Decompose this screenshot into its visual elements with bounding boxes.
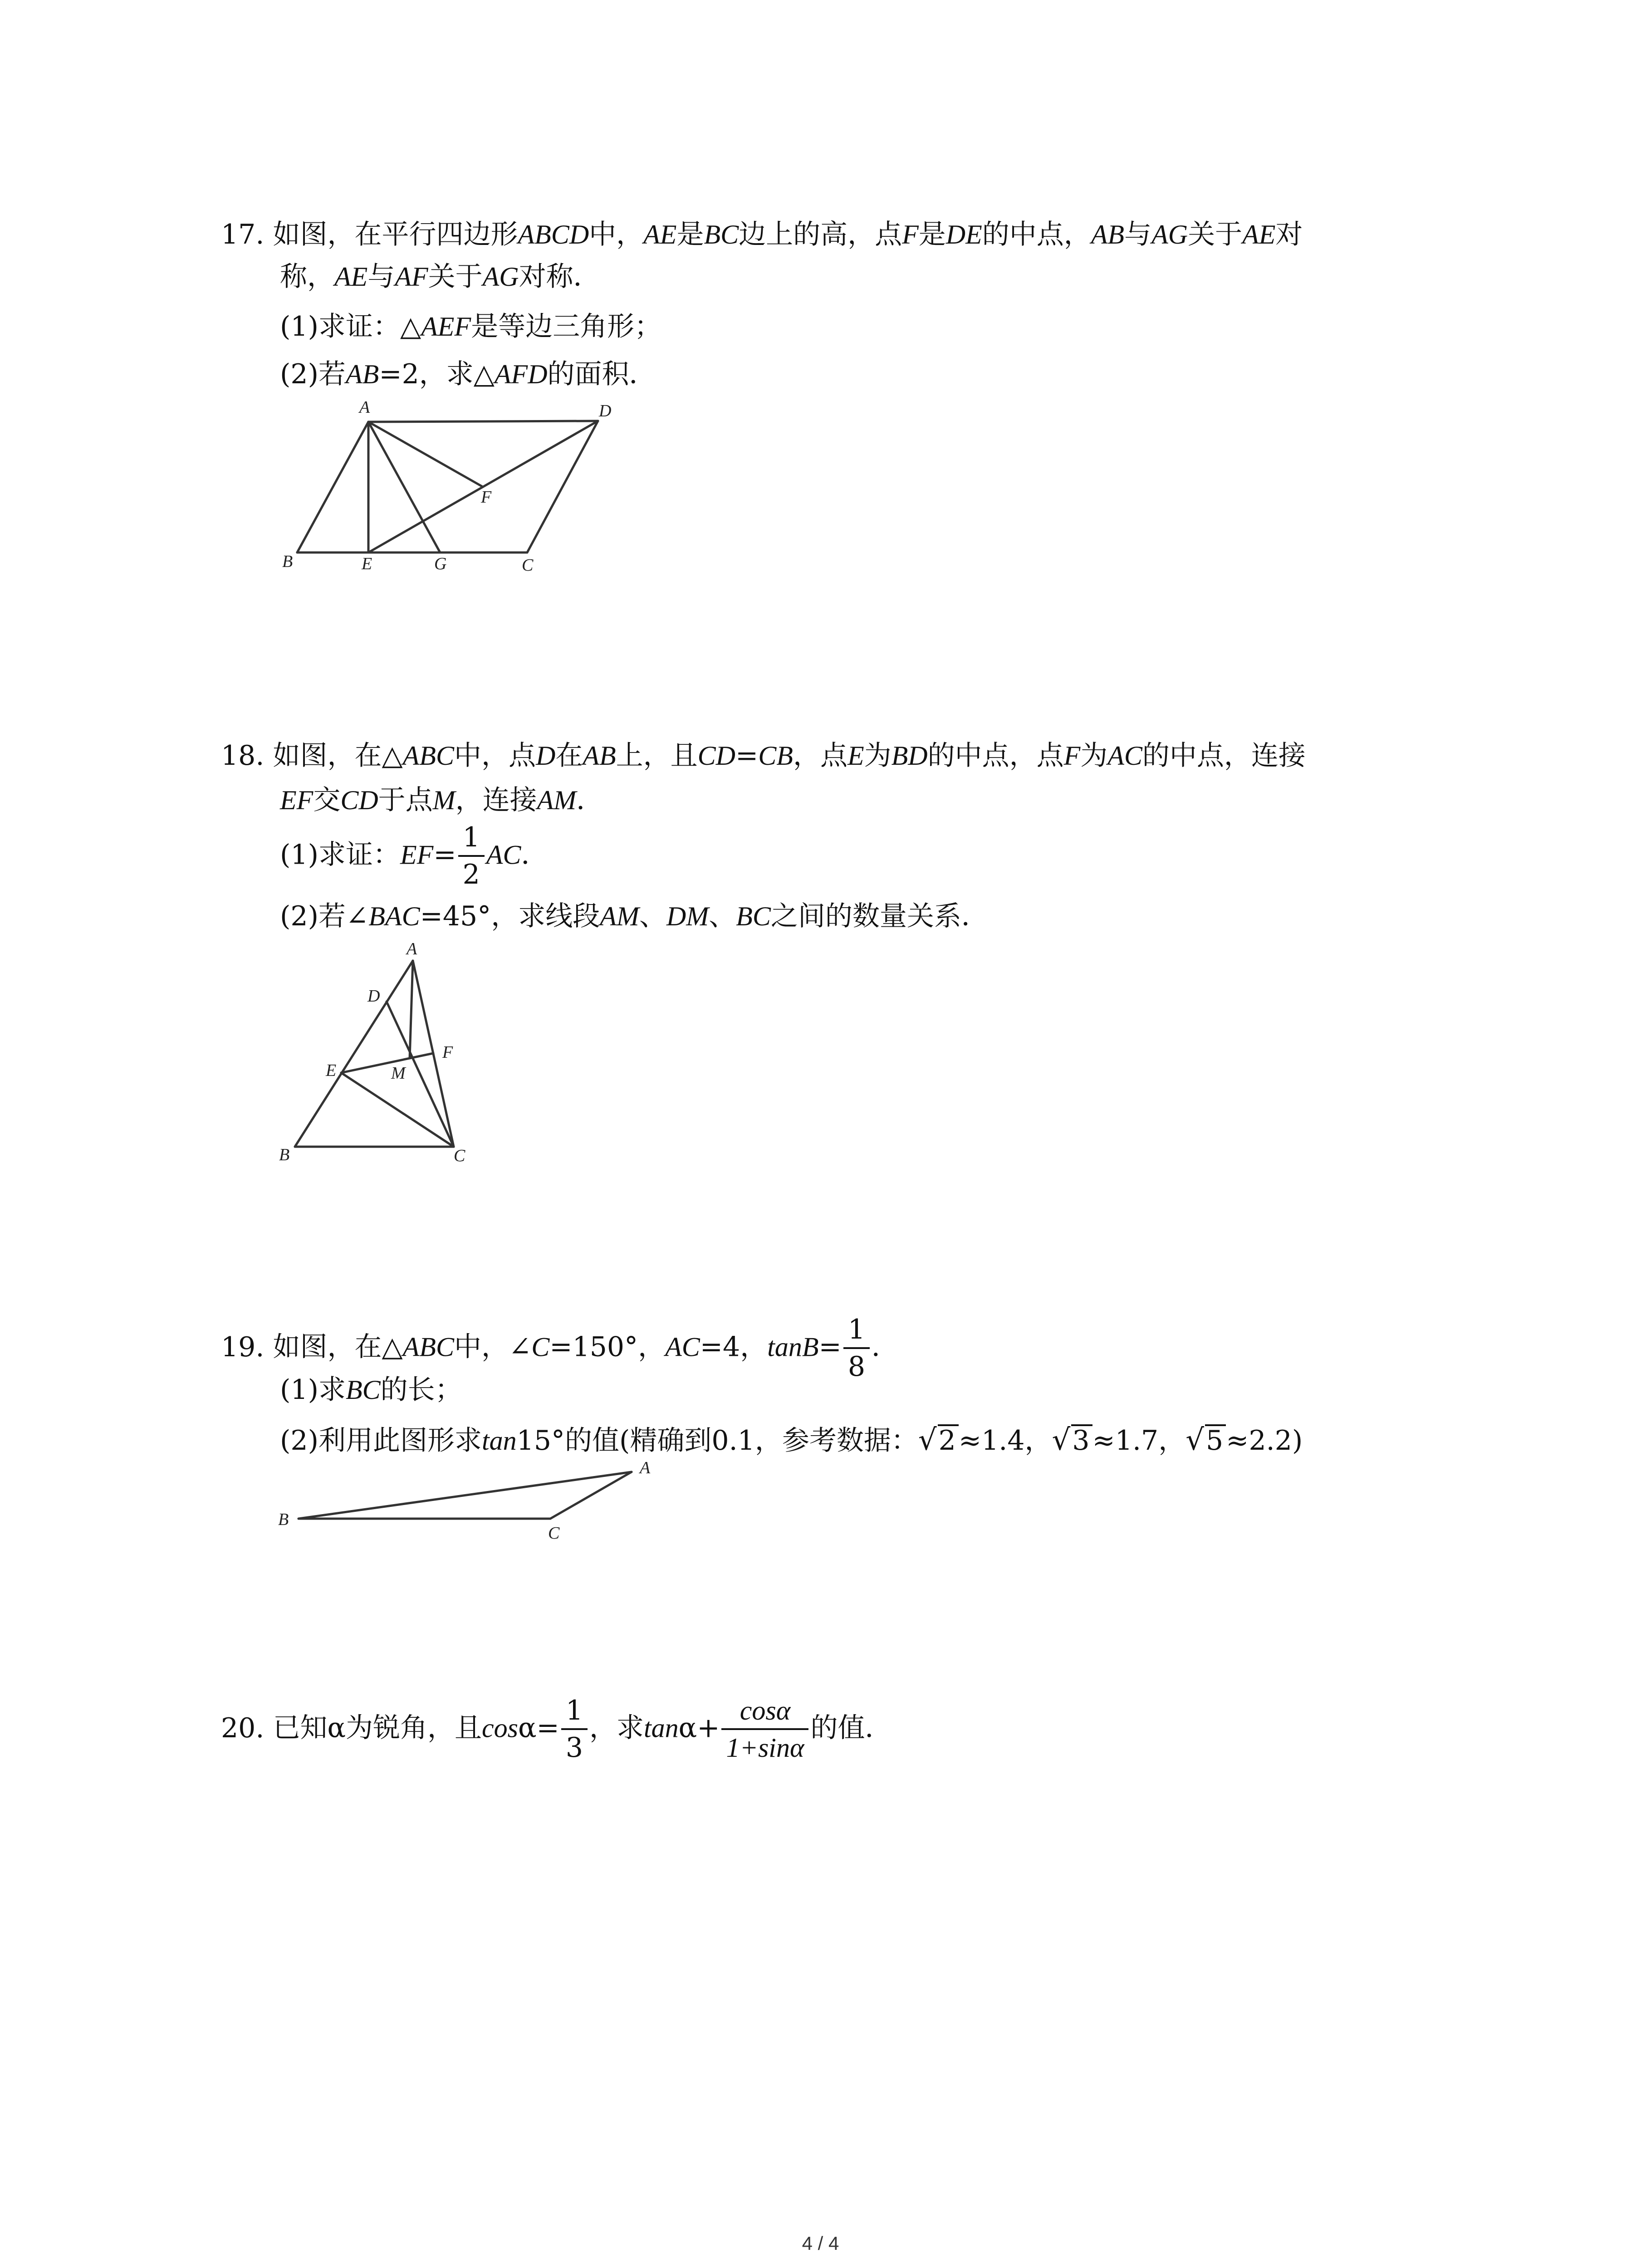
p17-line2: 称，AE与AF关于AG对称．: [280, 261, 601, 293]
triangle-figure-19: [272, 1452, 681, 1560]
label-f: F: [481, 488, 492, 507]
label-d: D: [599, 401, 612, 420]
p19-line1: 19. 如图，在△ABC中，∠C=150°，AC=4，tanB= $\frac{1}{8}$ ．: [221, 1314, 899, 1383]
label-c: C: [454, 1146, 465, 1165]
label-m: M: [391, 1064, 406, 1083]
problem-number: 18.: [221, 740, 265, 772]
p19-part1: (1)求BC的长；: [280, 1374, 462, 1406]
problem-number: 20.: [221, 1712, 265, 1744]
segment-am: [410, 961, 413, 1058]
p18-part2: (2)若∠BAC=45°，求线段AM、DM、BC之间的数量关系．: [280, 900, 989, 932]
figure-lines: [299, 1472, 632, 1519]
label-d: D: [367, 987, 380, 1006]
p17-part1: (1)求证：△AEF是等边三角形；: [280, 311, 662, 342]
segment-ad: [368, 421, 598, 422]
label-b: B: [278, 1510, 289, 1529]
label-e: E: [362, 554, 372, 573]
parallelogram-figure: [272, 390, 635, 581]
p20-line1: 20. 已知α为锐角，且cosα= $\frac{1}{3}$ ，求tanα+ $\frac{\cos\alpha}{1+\sin\alpha}$ 的值．: [221, 1695, 892, 1764]
segment-ca: [550, 1472, 632, 1519]
figure-lines: [297, 421, 598, 552]
label-f: F: [442, 1043, 453, 1062]
problem-number: 17.: [221, 219, 265, 250]
label-g: G: [434, 554, 447, 573]
segment-ab: [297, 422, 368, 552]
segment-ef: [341, 1053, 433, 1073]
label-a: A: [359, 398, 370, 417]
label-a: A: [407, 939, 417, 958]
p19-part2: (2)利用此图形求tan15°的值(精确到0.1，参考数据：√2 ≈1.4，√3 ≈1.7，√5 ≈2.2): [280, 1423, 1303, 1457]
p17-part2: (2)若AB=2，求△AFD的面积．: [280, 358, 656, 390]
page-number: 4 / 4: [802, 2233, 839, 2254]
triangle-figure-18: [272, 934, 490, 1170]
segment-ba: [299, 1472, 632, 1519]
sqrt-icon: √: [1052, 1423, 1071, 1457]
label-e: E: [326, 1061, 337, 1080]
label-b: B: [279, 1145, 290, 1164]
fraction-one-eighth: $\frac{1}{8}$: [843, 1315, 870, 1382]
p18-line2: EF交CD于点M，连接AM．: [280, 784, 604, 816]
sqrt-icon: √: [1185, 1423, 1204, 1457]
sqrt-icon: √: [918, 1423, 937, 1457]
problem-number: 19.: [221, 1331, 265, 1363]
label-c: C: [548, 1524, 560, 1543]
p17-line1: 17. 如图，在平行四边形ABCD中，AE是BC边上的高，点F是DE的中点，AB与AG关于AE对: [221, 219, 1303, 250]
p18-part1: (1)求证：EF= $\frac{1}{2}$ AC．: [280, 821, 549, 890]
segment-ab: [295, 961, 413, 1147]
label-b: B: [282, 552, 293, 571]
fraction-cos-over-one-plus-sin: $\frac{\cos\alpha}{1+\sin\alpha}$: [721, 1696, 808, 1763]
label-a: A: [640, 1458, 651, 1477]
label-c: C: [522, 556, 534, 575]
fraction-one-third: $\frac{1}{3}$: [561, 1696, 588, 1763]
p18-line1: 18. 如图，在△ABC中，点D在AB上，且CD=CB，点E为BD的中点，点F为AC的中点，连接: [221, 740, 1306, 772]
fraction-half: $\frac{1}{2}$: [458, 822, 485, 890]
